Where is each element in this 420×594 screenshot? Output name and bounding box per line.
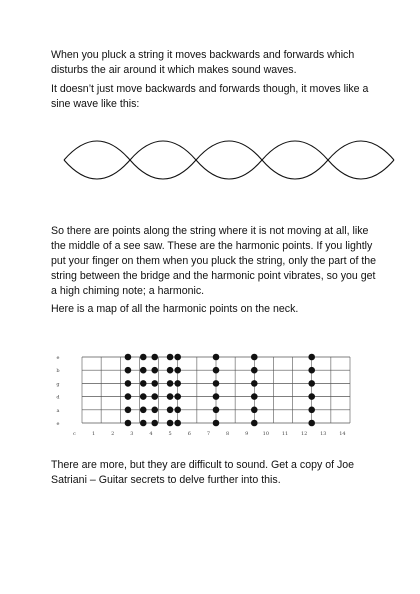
- harmonic-dot: [213, 420, 220, 427]
- harmonic-dot: [125, 393, 132, 400]
- fret-label: c: [73, 431, 76, 437]
- harmonic-dot: [174, 393, 181, 400]
- string-label: b: [56, 368, 60, 375]
- harmonic-dot: [140, 367, 147, 374]
- harmonic-dot: [151, 407, 158, 414]
- harmonic-dot: [213, 354, 220, 361]
- harmonic-dot: [251, 420, 258, 427]
- harmonic-dot: [125, 380, 132, 387]
- fret-label: 7: [206, 431, 211, 437]
- closing-paragraph: There are more, but they are difficult to sound. Get a copy of Joe Satriani – Guitar secrets to delve further into this.: [51, 459, 355, 486]
- harmonic-dot: [174, 407, 181, 414]
- fret-label: 4: [149, 431, 153, 437]
- wave-lower-curve: [64, 141, 394, 179]
- harmonic-dot: [213, 407, 220, 414]
- harmonic-dot: [251, 393, 258, 400]
- fret-label: 13: [320, 431, 327, 437]
- fretboard-diagram: [56, 354, 350, 437]
- harmonic-dot: [213, 380, 220, 387]
- harmonic-dot: [174, 420, 181, 427]
- fret-label: 10: [262, 431, 270, 437]
- harmonic-dot: [125, 420, 132, 427]
- harmonic-dot: [125, 407, 132, 414]
- harmonic-map-caption: Here is a map of all the harmonic points on the neck.: [51, 303, 299, 315]
- harmonic-dot: [125, 367, 132, 374]
- harmonic-dot: [167, 407, 174, 414]
- fret-label: 8: [225, 431, 230, 437]
- harmonic-dot: [167, 354, 174, 361]
- standing-wave-diagram: [64, 141, 394, 179]
- harmonic-dot: [140, 420, 147, 427]
- harmonic-dot: [251, 380, 258, 387]
- harmonic-dot: [308, 407, 315, 414]
- harmonic-dot: [251, 407, 258, 414]
- harmonic-dot: [213, 367, 220, 374]
- harmonic-dot: [308, 380, 315, 387]
- harmonic-dot: [140, 407, 147, 414]
- harmonic-dot: [167, 380, 174, 387]
- sine-wave-paragraph: It doesn’t just move backwards and forwards though, it moves like a sine wave like this:: [51, 83, 369, 110]
- harmonic-dot: [213, 393, 220, 400]
- harmonic-dot: [174, 367, 181, 374]
- harmonic-dot: [308, 420, 315, 427]
- fret-label: 11: [281, 431, 289, 437]
- harmonic-dot: [308, 393, 315, 400]
- wave-upper-curve: [64, 141, 394, 179]
- fret-label: 9: [245, 431, 249, 437]
- fret-label: 2: [111, 431, 115, 437]
- harmonic-dot: [308, 354, 315, 361]
- harmonic-dot: [167, 393, 174, 400]
- harmonic-dot: [308, 367, 315, 374]
- harmonic-dot: [151, 420, 158, 427]
- fret-label: 3: [130, 431, 134, 437]
- harmonic-dot: [167, 367, 174, 374]
- string-label: a: [56, 407, 60, 414]
- string-label: e: [56, 421, 60, 427]
- harmonic-dot: [167, 420, 174, 427]
- harmonic-dot: [151, 393, 158, 400]
- intro-paragraph: When you pluck a string it moves backwards and forwards which disturbs the air around it which makes sound waves.: [51, 49, 355, 76]
- harmonic-dot: [151, 367, 158, 374]
- harmonic-dot: [140, 380, 147, 387]
- harmonic-dot: [140, 393, 147, 400]
- fret-label: 14: [339, 431, 346, 437]
- harmonic-dot: [251, 354, 258, 361]
- fret-label: 6: [187, 431, 191, 437]
- harmonic-dot: [174, 354, 181, 361]
- harmonic-dot: [174, 380, 181, 387]
- harmonic-dot: [140, 354, 147, 361]
- harmonic-dot: [125, 354, 132, 361]
- string-label: d: [56, 394, 60, 401]
- fret-label: 5: [168, 431, 172, 437]
- string-label: e: [56, 355, 60, 361]
- harmonic-dot: [151, 354, 158, 361]
- fret-label: 1: [91, 431, 96, 437]
- harmonic-dot: [251, 367, 258, 374]
- fret-label: 12: [300, 431, 308, 437]
- string-label: g: [56, 381, 60, 388]
- harmonic-dot: [151, 380, 158, 387]
- harmonic-points-paragraph: So there are points along the string where it is not moving at all, like the middle of a see saw. These are the harmonic points. If you lightly put your finger on them when you pluck the string, only the part of the string between the bridge and the harmonic point vibrates, so you get a high chiming note; a harmonic.: [51, 225, 377, 297]
